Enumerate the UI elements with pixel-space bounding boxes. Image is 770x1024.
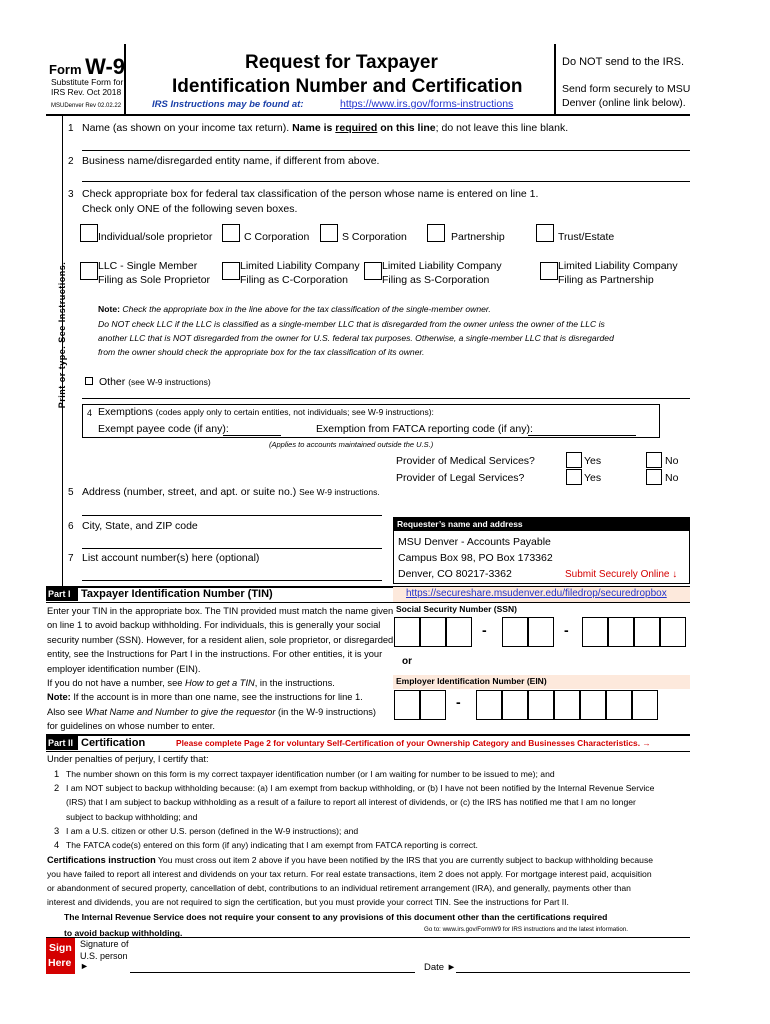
ein-label: Employer Identification Number (EIN)	[396, 676, 547, 686]
goto-irs: Go to: www.irs.gov/FormW9 for IRS instructions and the latest information.	[424, 926, 628, 933]
consent-line-2: to avoid backup withholding.	[64, 928, 183, 938]
line-4-number: 4	[87, 408, 93, 418]
part1-label: Part I	[46, 587, 78, 601]
ssn-digit-6[interactable]	[582, 617, 608, 647]
ein-digit-2[interactable]	[420, 690, 446, 720]
header-divider-left	[124, 44, 126, 114]
signature-label-1: Signature of	[80, 939, 129, 949]
ein-digit-7[interactable]	[580, 690, 606, 720]
ein-dash: -	[456, 694, 461, 710]
line-2-number: 2	[68, 156, 74, 167]
cert-instruction-4: interest and dividends, you are not required to sign the certification, but you must provide your correct TIN. See the instructions for Part II.	[47, 897, 569, 907]
header-divider-right	[554, 44, 556, 114]
line-5-label: Address (number, street, and apt. or suite no.) See W-9 instructions.	[82, 486, 380, 498]
line-5-number: 5	[68, 487, 74, 498]
checkbox-individual[interactable]	[80, 224, 98, 242]
line-6-number: 6	[68, 521, 74, 532]
line-2-label: Business name/disregarded entity name, if different from above.	[82, 155, 380, 167]
part2-red-note: Please complete Page 2 for voluntary Self-Certification of your Ownership Category and Businesses Characteristics. →	[176, 738, 651, 748]
part1-text-4: entity, see the Instructions for Part I in the instructions. For other entities, it is your	[47, 649, 383, 659]
fatca-applies-note: (Applies to accounts maintained outside the U.S.)	[269, 440, 434, 449]
part1-text-8: Also see What Name and Number to give the requestor (in the W-9 instructions)	[47, 707, 376, 717]
submit-securely: Submit Securely Online ↓	[565, 569, 678, 580]
ssn-digit-9[interactable]	[660, 617, 686, 647]
checkbox-llc-c-corp[interactable]	[222, 262, 240, 280]
line-1-number: 1	[68, 123, 74, 134]
part2-label: Part II	[46, 736, 78, 750]
signature-label-2: U.S. person	[80, 951, 128, 961]
part1-text-3: security number (SSN). However, for a resident alien, sole proprietor, or disregarded	[47, 635, 394, 645]
cert-item-1: The number shown on this form is my correct taxpayer identification number (or I am waiting for number to be issued to me); and	[66, 769, 555, 779]
requester-title: Requester’s name and address	[397, 519, 523, 529]
note-line-4: from the owner should check the appropriate box for the tax classification of its owner.	[98, 347, 425, 357]
ein-digit-4[interactable]	[502, 690, 528, 720]
msu-rev: MSUDenver Rev 02.02.22	[51, 103, 122, 109]
label-llc-p-1: Limited Liability Company	[558, 260, 678, 272]
ssn-digit-3[interactable]	[446, 617, 472, 647]
requester-line-3: Denver, CO 80217-3362	[398, 568, 512, 580]
line-7-label: List account number(s) here (optional)	[82, 552, 260, 564]
label-partnership: Partnership	[451, 231, 505, 243]
cert-item-4-num: 4	[54, 840, 60, 850]
substitute-line-2: IRS Rev. Oct 2018	[51, 87, 122, 97]
label-s-corporation: S Corporation	[342, 231, 407, 243]
ssn-digit-8[interactable]	[634, 617, 660, 647]
signature-arrow-icon: ►	[80, 961, 89, 971]
part1-text-1: Enter your TIN in the appropriate box. The TIN provided must match the name given	[47, 606, 394, 616]
irs-instructions-label: IRS Instructions may be found at:	[152, 99, 304, 110]
substitute-line-1: Substitute Form for	[51, 77, 124, 87]
ssn-label: Social Security Number (SSN)	[396, 604, 517, 614]
ssn-digit-1[interactable]	[394, 617, 420, 647]
checkbox-medical-no[interactable]	[646, 452, 662, 468]
cert-item-2c: subject to backup withholding; and	[66, 812, 198, 822]
label-individual: Individual/sole proprietor	[98, 231, 213, 243]
medical-provider-label: Provider of Medical Services?	[396, 455, 535, 467]
ssn-digit-7[interactable]	[608, 617, 634, 647]
label-trust-estate: Trust/Estate	[558, 231, 615, 243]
part2-top-rule	[46, 734, 690, 736]
part1-text-7: Note: If the account is in more than one name, see the instructions for line 1.	[47, 692, 363, 702]
part1-text-6: If you do not have a number, see How to get a TIN, in the instructions.	[47, 678, 335, 688]
ein-digit-9[interactable]	[632, 690, 658, 720]
label-llc-p-2: Filing as Partnership	[558, 274, 654, 286]
line-6-label: City, State, and ZIP code	[82, 520, 198, 532]
cert-item-4: The FATCA code(s) entered on this form (if any) indicating that I am exempt from FATCA reporting is correct.	[66, 840, 478, 850]
cert-item-2a: I am NOT subject to backup withholding because: (a) I am exempt from backup withholding, or (b) I have not been notified by the Internal Revenue Service	[66, 783, 655, 793]
line-6-field[interactable]	[82, 548, 382, 549]
ein-digit-8[interactable]	[606, 690, 632, 720]
consent-line-1: The Internal Revenue Service does not require your consent to any provisions of this document other than the certifications required	[64, 912, 608, 922]
line-3-label-1: Check appropriate box for federal tax classification of the person whose name is entered on line 1.	[82, 188, 539, 200]
cert-item-3-num: 3	[54, 826, 60, 836]
date-label: Date ►	[424, 962, 457, 973]
part1-title: Taxpayer Identification Number (TIN)	[81, 588, 273, 600]
label-llc-c-2: Filing as C-Corporation	[240, 274, 348, 286]
note-line-3: another LLC that is NOT disregarded from the owner for U.S. federal tax purposes. Otherwise, a single-member LLC that is disregarded	[98, 333, 614, 343]
form-word: Form	[49, 62, 82, 77]
requester-line-1: MSU Denver - Accounts Payable	[398, 536, 551, 548]
line-4-label: Exemptions (codes apply only to certain entities, not individuals; see W-9 instructions):	[98, 406, 434, 418]
legal-no-label: No	[665, 472, 679, 484]
checkbox-medical-yes[interactable]	[566, 452, 582, 468]
do-not-send: Do NOT send to the IRS.	[562, 56, 685, 68]
fatca-label: Exemption from FATCA reporting code (if any):	[316, 423, 533, 435]
checkbox-trust-estate[interactable]	[536, 224, 554, 242]
send-securely-2: Denver (online link below).	[562, 97, 686, 109]
cert-instruction-2: you have failed to report all interest and dividends on your tax return. For real estate transactions, item 2 does not apply. For mortgage interest paid, acquisition	[47, 869, 652, 879]
medical-no-label: No	[665, 455, 679, 467]
here-label: Here	[48, 957, 72, 969]
date-field[interactable]	[456, 972, 690, 973]
exempt-payee-field[interactable]	[223, 435, 281, 436]
part1-text-2: on line 1 to avoid backup withholding. For individuals, this is generally your social	[47, 620, 381, 630]
label-llc-c-1: Limited Liability Company	[240, 260, 360, 272]
signature-field[interactable]	[130, 972, 415, 973]
secure-dropbox-link[interactable]: https://secureshare.msudenver.edu/filedrop/securedropbox	[406, 588, 667, 599]
checkbox-llc-s-corp[interactable]	[364, 262, 382, 280]
cert-instruction-3: or abandonment of secured property, cancellation of debt, contributions to an individual retirement arrangement (IRA), and generally, payments other than	[47, 883, 631, 893]
penalties-text: Under penalties of perjury, I certify that:	[47, 754, 209, 764]
ein-digit-5[interactable]	[528, 690, 554, 720]
label-llc-single-1: LLC - Single Member	[98, 260, 198, 272]
ein-digit-3[interactable]	[476, 690, 502, 720]
cert-item-1-num: 1	[54, 769, 60, 779]
left-margin-rule	[62, 116, 63, 586]
note-line-2: Do NOT check LLC if the LLC is classified as a single-member LLC that is disregarded from the owner unless the owner of the LLC is	[98, 319, 605, 329]
form-number: W-9	[85, 54, 126, 79]
ssn-digit-5[interactable]	[528, 617, 554, 647]
line-5-field[interactable]	[82, 515, 382, 516]
send-securely-1: Send form securely to MSU	[562, 83, 691, 95]
label-c-corporation: C Corporation	[244, 231, 310, 243]
requester-line-2: Campus Box 98, PO Box 173362	[398, 552, 553, 564]
part1-text-5: employer identification number (EIN).	[47, 664, 201, 674]
medical-yes-label: Yes	[584, 455, 602, 467]
side-instructions: Print or type. See Instructions.	[57, 261, 67, 409]
line-1-field[interactable]	[82, 150, 690, 151]
checkbox-c-corporation[interactable]	[222, 224, 240, 242]
part1-text-9: for guidelines on whose number to enter.	[47, 721, 215, 731]
part2-title: Certification	[81, 737, 146, 749]
note-line-1: Note: Check the appropriate box in the line above for the tax classification of the single-member owner.	[98, 304, 491, 314]
line-3-number: 3	[68, 189, 74, 200]
line-1-label: Name (as shown on your income tax return). Name is required on this line; do not leave this line blank.	[82, 122, 569, 134]
line-3-label-2: Check only ONE of the following seven boxes.	[82, 203, 298, 215]
checkbox-other[interactable]	[85, 377, 93, 385]
form-title-1: Request for Taxpayer	[245, 52, 438, 73]
label-llc-s-2: Filing as S-Corporation	[382, 274, 490, 286]
legal-yes-label: Yes	[584, 472, 602, 484]
ssn-dash-2: -	[564, 622, 569, 638]
ssn-digit-4[interactable]	[502, 617, 528, 647]
ein-digit-6[interactable]	[554, 690, 580, 720]
legal-provider-label: Provider of Legal Services?	[396, 472, 525, 484]
checkbox-llc-partnership[interactable]	[540, 262, 558, 280]
checkbox-legal-yes[interactable]	[566, 469, 582, 485]
line-7-field[interactable]	[82, 580, 382, 581]
ein-digit-1[interactable]	[394, 690, 420, 720]
ssn-digit-2[interactable]	[420, 617, 446, 647]
checkbox-legal-no[interactable]	[646, 469, 662, 485]
label-llc-single-2: Filing as Sole Proprietor	[98, 274, 211, 286]
label-other: Other (see W-9 instructions)	[99, 376, 211, 388]
label-llc-s-1: Limited Liability Company	[382, 260, 502, 272]
form-title-2: Identification Number and Certification	[172, 76, 523, 97]
header-bottom-rule	[46, 114, 690, 116]
cert-item-2-num: 2	[54, 783, 60, 793]
cert-instruction-1: Certifications instruction You must cross out item 2 above if you have been notified by the IRS that you are currently subject to backup withholding because	[47, 855, 654, 865]
cert-item-3: I am a U.S. citizen or other U.S. person (defined in the W-9 instructions); and	[66, 826, 359, 836]
checkbox-partnership[interactable]	[427, 224, 445, 242]
part1-title-rule	[46, 602, 690, 603]
ssn-dash-1: -	[482, 622, 487, 638]
line-7-number: 7	[68, 553, 74, 564]
cert-item-2b: (IRS) that I am subject to backup withholding as a result of a failure to report all interest of dividends, or (c) the IRS has notified me that I am no longer	[66, 797, 636, 807]
line-3-bottom	[82, 398, 690, 399]
fatca-field[interactable]	[528, 435, 636, 436]
exempt-payee-label: Exempt payee code (if any):	[98, 423, 229, 435]
checkbox-s-corporation[interactable]	[320, 224, 338, 242]
line-2-field[interactable]	[82, 181, 690, 182]
or-label: or	[402, 656, 412, 667]
checkbox-llc-single[interactable]	[80, 262, 98, 280]
irs-instructions-link[interactable]: https://www.irs.gov/forms-instructions	[340, 98, 514, 110]
sign-top-rule	[46, 937, 690, 938]
sign-label: Sign	[49, 942, 72, 954]
